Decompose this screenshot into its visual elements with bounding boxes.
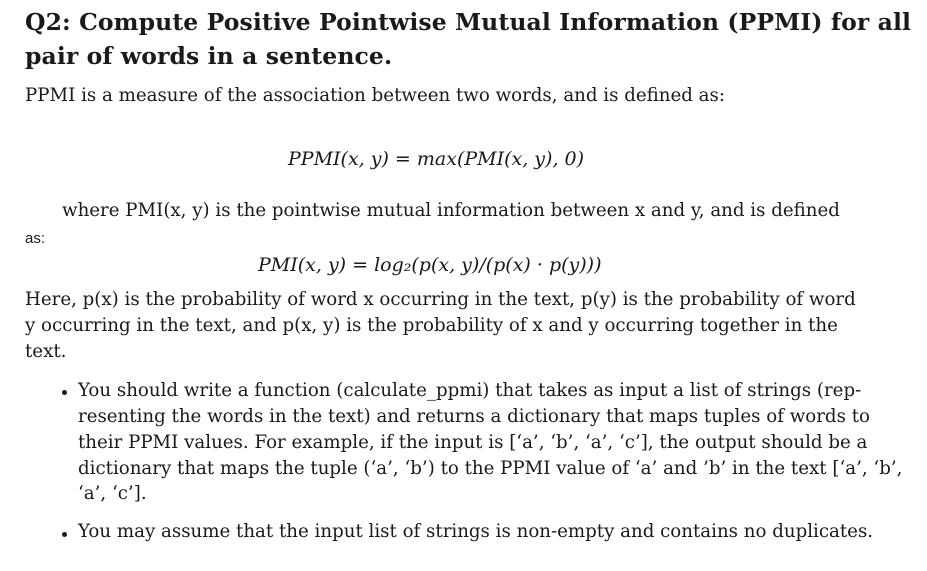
question-title-line-1: Q2: Compute Positive Pointwise Mutual Information (PPMI) for all [25,8,911,36]
bullet-1-line-1: You should write a function (calculate_ppmi) that takes as input a list of strings (rep- [78,380,862,401]
question-title-line-2: pair of words in a sentence. [25,42,393,70]
bullet-1-line-5: ‘a’, ‘c’]. [78,483,147,504]
intro-paragraph: PPMI is a measure of the association between two words, and is defined as: [25,85,725,106]
bullet-dot [62,532,67,537]
pmi-formula: PMI(x, y) = log₂(p(x, y)/(p(x) · p(y))) [258,254,602,276]
explanation-line-3: text. [25,341,67,362]
bullet-1-line-4: dictionary that maps the tuple (‘a’, ‘b’) to the PPMI value of ‘a’ and ’b’ in the text [‘a’, ‘b’, [78,458,903,479]
explanation-line-1: Here, p(x) is the probability of word x occurring in the text, p(y) is the probability of word [25,289,856,310]
where-line-1: where PMI(x, y) is the pointwise mutual information between x and y, and is defined [62,200,840,221]
bullet-1-line-3: their PPMI values. For example, if the input is [‘a’, ‘b’, ‘a’, ‘c’], the output should be a [78,432,868,453]
bullet-dot [62,390,67,395]
explanation-line-2: y occurring in the text, and p(x, y) is the probability of x and y occurring together in the [25,315,838,336]
ppmi-formula: PPMI(x, y) = max(PMI(x, y), 0) [288,148,585,170]
where-line-2: as: [25,230,46,247]
bullet-2-line-1: You may assume that the input list of strings is non-empty and contains no duplicates. [78,521,874,542]
bullet-1-line-2: resenting the words in the text) and returns a dictionary that maps tuples of words to [78,406,870,427]
